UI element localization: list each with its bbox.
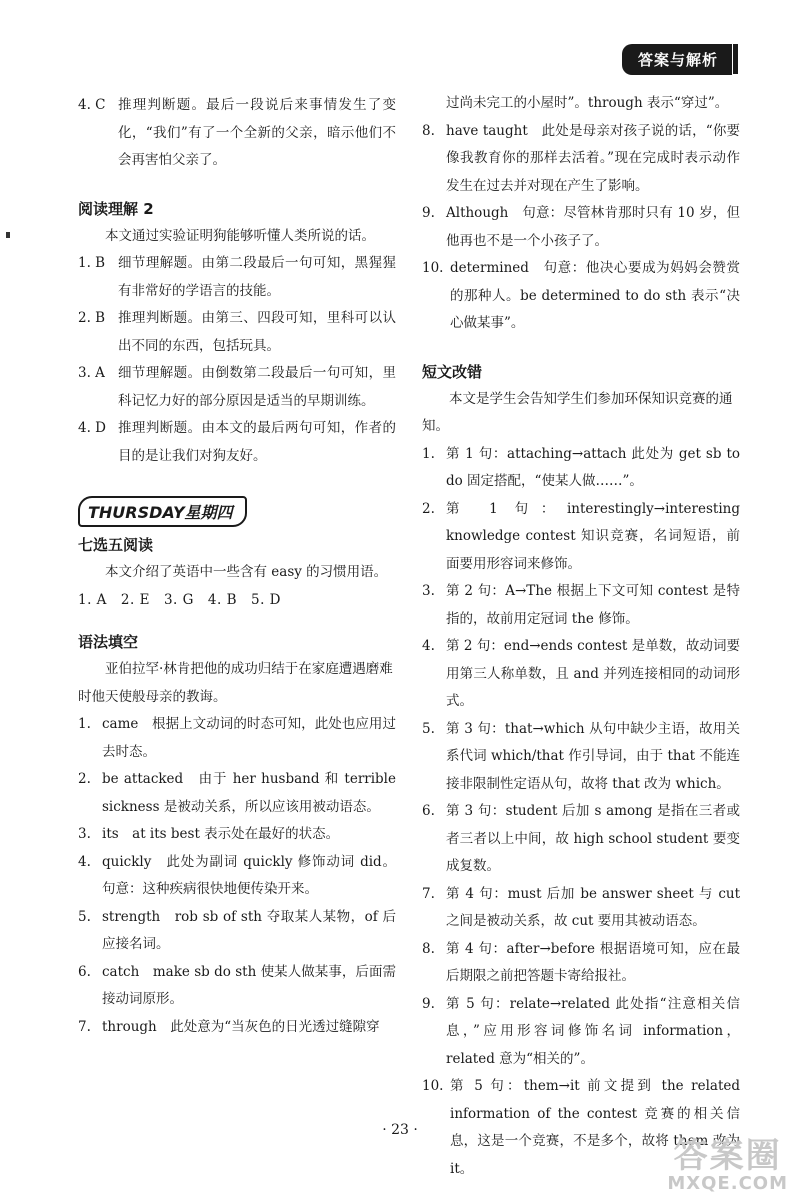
answer-item (422, 496, 740, 579)
answer-item (422, 200, 740, 255)
answer-text: 细节理解题。由倒数第二段最后一句可知，里科记忆力好的部分原因是适当的早期训练。 (118, 365, 396, 409)
answer-item (78, 766, 396, 821)
answer-text: 推理判断题。由第三、四段可知，里科可以认出不同的东西，包括玩具。 (118, 310, 396, 354)
answer-text: 细节理解题。由第二段最后一句可知，黑猩猩有非常好的学语言的技能。 (118, 255, 396, 299)
section-title-grammar: 语法填空 (78, 633, 139, 651)
answer-item (78, 92, 396, 175)
right-column (422, 90, 740, 1183)
answer-number: 3. (422, 583, 435, 599)
answer-item (78, 1014, 396, 1042)
answer-number: 8. (422, 940, 435, 957)
answer-item (422, 881, 740, 936)
answer-item (422, 441, 740, 496)
answer-text: 第 4 句：after→before 根据语境可知，应在最后期限之前把答题卡寄给报社。 (446, 940, 740, 984)
answer-text: quickly 此处为副词 quickly 修饰动词 did。句意：这种疾病很快地便传染开来。 (102, 853, 396, 897)
answer-text: determined 句意：他决心要成为妈妈会赞赏的那种人。be determined to do sth 表示“决心做某事”。 (450, 260, 740, 331)
answer-number: 4. C (78, 97, 106, 113)
section-intro: 亚伯拉罕·林肯把他的成功归结于在家庭遭遇磨难时他天使般母亲的教诲。 (78, 661, 393, 705)
answer-number: 9. (422, 995, 435, 1012)
answer-number: 6. (422, 803, 435, 819)
answer-text: 第 2 句：end→ends contest 是单数，故动词要用第三人称单数，且 and 并列连接相同的动词形式。 (446, 638, 740, 709)
section-intro: 本文是学生会告知学生们参加环保知识竞赛的通知。 (422, 390, 733, 434)
answer-text: 第 5 句：relate→related 此处指“注意相关信息，”应用形容词修饰名词 information，related 意为“相关的”。 (446, 995, 740, 1067)
answer-key-line: 1. A 2. E 3. G 4. B 5. D (78, 591, 281, 608)
answer-number: 4. (422, 638, 435, 654)
section-header-tab: 答案与解析 (622, 44, 732, 75)
answer-item (422, 578, 740, 633)
answer-text: 第 3 句：that→which 从句中缺少主语，故用关系代词 which/that 作引导词，由于 that 不能连接非限制性定语从句，故将 that 改为 which。 (446, 720, 740, 792)
answer-number: 9. (422, 205, 435, 221)
watermark-url: MXQE.COM (667, 1173, 788, 1195)
answer-item (422, 118, 740, 201)
margin-mark (6, 232, 10, 238)
header-bar-decoration (733, 44, 738, 74)
answer-text: 第 3 句：student 后加 s among 是指在三者或者三者以上中间，故 high school student 要变成复数。 (446, 803, 740, 874)
section-title-reading2: 阅读理解 2 (78, 199, 154, 218)
watermark-logo (667, 1136, 788, 1195)
left-column (78, 92, 396, 1041)
answer-item (78, 849, 396, 904)
answer-number: 3. (78, 826, 91, 842)
answer-number: 2. (422, 500, 435, 517)
answer-number: 1. (78, 716, 91, 732)
answer-number: 2. B (78, 310, 106, 326)
answer-number: 10. (422, 260, 444, 276)
answer-number: 7. (78, 1018, 91, 1035)
answer-number: 5. (78, 908, 91, 925)
section-title-seven-five: 七选五阅读 (78, 536, 154, 554)
answer-item (422, 798, 740, 881)
answer-number: 4. D (78, 420, 106, 436)
answer-item (78, 415, 396, 470)
watermark-text: 答案圈 (673, 1136, 782, 1177)
answer-item (422, 936, 740, 991)
answer-text: strength rob sb of sth 夺取某人某物，of 后应接名词。 (102, 908, 396, 952)
answer-text: 推理判断题。由本文的最后两句可知，作者的目的是让我们对狗友好。 (118, 420, 396, 464)
answer-item (78, 904, 396, 959)
answer-text: 第 2 句：A→The 根据上下文可知 contest 是特指的，故前用定冠词 the 修饰。 (446, 583, 740, 627)
continued-text: 过尚未完工的小屋时”。through 表示“穿过”。 (446, 95, 729, 111)
answer-text: Although 句意：尽管林肯那时只有 10 岁，但他再也不是一个小孩子了。 (446, 205, 740, 249)
answer-number: 8. (422, 122, 435, 139)
answer-text: through 此处意为“当灰色的日光透过缝隙穿 (102, 1018, 380, 1035)
day-label-thursday: THURSDAY星期四 (78, 496, 247, 527)
answer-number: 4. (78, 853, 91, 870)
answer-text: 第 1 句：attaching→attach 此处为 get sb to do 固定搭配，“使某人做……”。 (446, 445, 740, 489)
answer-item (78, 959, 396, 1014)
answer-text: have taught 此处是母亲对孩子说的话，“你要像我教育你的那样去活着。”现在完成时表示动作发生在过去并对现在产生了影响。 (446, 122, 740, 194)
answer-item (422, 255, 740, 338)
answer-text: be attacked 由于 her husband 和 terrible sickness 是被动关系，所以应该用被动语态。 (102, 771, 396, 815)
answer-text: came 根据上文动词的时态可知，此处也应用过去时态。 (102, 716, 396, 760)
answer-item (422, 633, 740, 716)
answer-item (78, 711, 396, 766)
answer-text: 第 1 句：interestingly→interesting knowledge contest 知识竞赛，名词短语，前面要用形容词来修饰。 (446, 500, 740, 572)
answer-item (78, 821, 396, 849)
answer-item (78, 250, 396, 305)
answer-number: 7. (422, 885, 435, 902)
section-intro: 本文介绍了英语中一些含有 easy 的习惯用语。 (105, 564, 388, 580)
page-number: · 23 · (382, 1122, 418, 1138)
section-intro: 本文通过实验证明狗能够听懂人类所说的话。 (105, 227, 375, 244)
answer-number: 3. A (78, 365, 105, 381)
answer-text: 第 5 句：them→it 前文提到 the related information of the contest 竞赛的相关信息，这是一个竞赛，不是多个，故将 them 改为 it。 (450, 1078, 740, 1177)
answer-number: 10. (422, 1078, 444, 1094)
section-title-correction: 短文改错 (422, 362, 483, 381)
answer-number: 1. (422, 445, 435, 462)
answer-text: catch make sb do sth 使某人做某事，后面需接动词原形。 (102, 963, 396, 1007)
answer-number: 1. B (78, 255, 106, 271)
answer-number: 2. (78, 771, 91, 787)
answer-number: 6. (78, 963, 91, 980)
answer-item (422, 716, 740, 799)
answer-item (422, 991, 740, 1074)
answer-number: 5. (422, 720, 435, 737)
answer-text: 第 4 句：must 后加 be answer sheet 与 cut 之间是被动关系，故 cut 要用其被动语态。 (446, 885, 740, 929)
answer-text: 推理判断题。最后一段说后来事情发生了变化，“我们”有了一个全新的父亲，暗示他们不会再害怕父亲了。 (118, 97, 396, 168)
answer-text: its at its best 表示处在最好的状态。 (102, 826, 340, 842)
answer-item (78, 360, 396, 415)
answer-item (78, 305, 396, 360)
